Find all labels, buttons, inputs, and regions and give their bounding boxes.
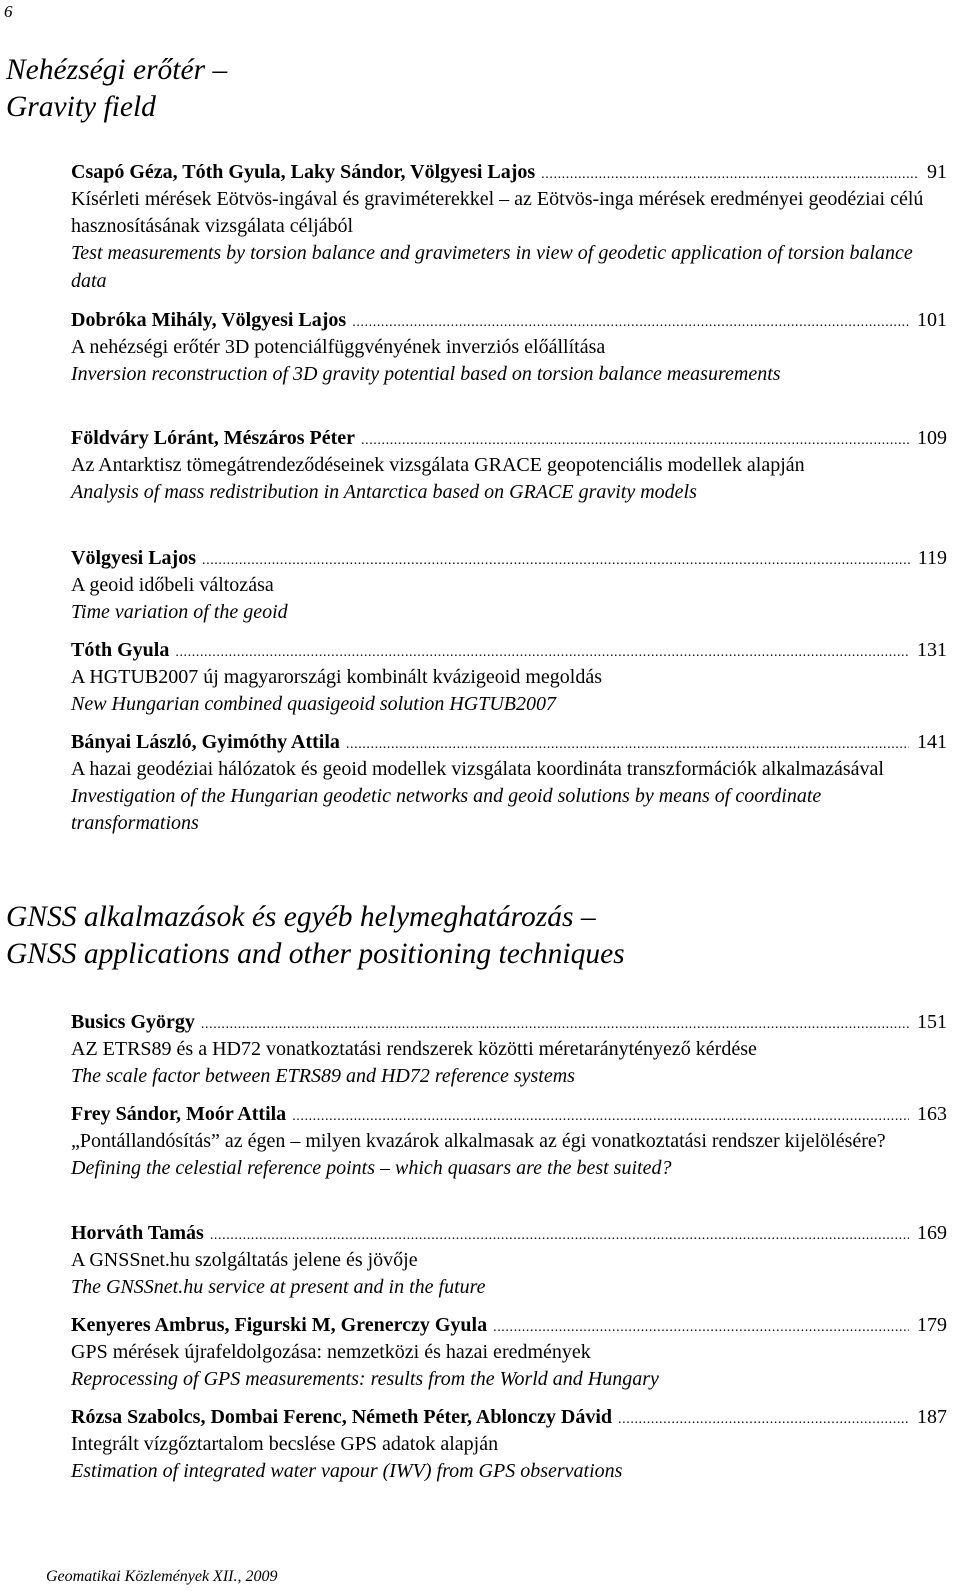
toc-page-number: 131 <box>917 639 947 661</box>
page-number: 6 <box>4 2 13 21</box>
toc-authors: Dobróka Mihály, Völgyesi Lajos <box>71 309 347 331</box>
dot-leader <box>361 427 909 454</box>
toc-entry <box>71 1404 947 1485</box>
dot-leader <box>292 1103 909 1130</box>
toc-hungarian-title: A nehézségi erőtér 3D potenciálfüggvényének inverziós előállítása <box>71 336 606 358</box>
toc-page-number: 101 <box>917 309 947 331</box>
toc-hungarian-title: A GNSSnet.hu szolgáltatás jelene és jövője <box>71 1249 418 1271</box>
toc-hungarian-title: Kísérleti mérések Eötvös-ingával és graviméterekkel – az Eötvös-inga mérések eredményei geodéziai célú hasznosításának vizsgálata céljából <box>71 188 924 238</box>
toc-english-title: Reprocessing of GPS measurements: results from the World and Hungary <box>71 1368 659 1391</box>
section-title-line: Nehézségi erőtér – <box>6 54 228 86</box>
toc-english-title: Inversion reconstruction of 3D gravity potential based on torsion balance measurements <box>71 363 781 386</box>
toc-english-title: New Hungarian combined quasigeoid solution HGTUB2007 <box>71 693 556 716</box>
toc-page-number: 119 <box>917 547 947 569</box>
toc-authors: Frey Sándor, Moór Attila <box>71 1103 287 1125</box>
toc-entry-header <box>71 729 947 756</box>
dot-leader <box>352 309 909 336</box>
toc-authors: Busics György <box>71 1011 195 1033</box>
dot-leader <box>202 547 910 574</box>
section-title <box>6 899 625 973</box>
toc-authors: Rózsa Szabolcs, Dombai Ferenc, Németh Péter, Ablonczy Dávid <box>71 1406 613 1428</box>
toc-hungarian-title: A HGTUB2007 új magyarországi kombinált kvázigeoid megoldás <box>71 666 603 688</box>
toc-english-title: The GNSSnet.hu service at present and in the future <box>71 1276 486 1299</box>
toc-entry-header <box>71 1220 947 1247</box>
toc-entry-header <box>71 1404 947 1431</box>
toc-hungarian-title: AZ ETRS89 és a HD72 vonatkoztatási rendszerek közötti méretaránytényező kérdése <box>71 1038 757 1060</box>
toc-entry <box>71 1220 947 1301</box>
page-footer: Geomatikai Közlemények XII., 2009 <box>46 1568 278 1585</box>
dot-leader <box>346 731 909 758</box>
toc-authors: Földváry Lóránt, Mészáros Péter <box>71 427 355 449</box>
toc-entry-header <box>71 545 947 572</box>
section-title <box>6 52 227 126</box>
toc-entry-header <box>71 307 947 334</box>
toc-english-title: The scale factor between ETRS89 and HD72 reference systems <box>71 1065 575 1088</box>
dot-leader <box>618 1406 909 1433</box>
toc-entry <box>71 729 947 838</box>
toc-entry <box>71 1101 947 1182</box>
toc-page-number: 109 <box>917 427 947 449</box>
dot-leader <box>541 161 919 188</box>
toc-page-number: 179 <box>917 1314 947 1336</box>
toc-entry <box>71 425 947 506</box>
toc-english-title: Defining the celestial reference points – which quasars are the best suited? <box>71 1157 672 1180</box>
toc-hungarian-title: Az Antarktisz tömegátrendeződéseinek vizsgálata GRACE geopotenciális modellek alapján <box>71 454 805 476</box>
toc-entry-header <box>71 637 947 664</box>
toc-page-number: 151 <box>917 1011 947 1033</box>
toc-page-number: 169 <box>917 1222 947 1244</box>
toc-entry <box>71 637 947 718</box>
toc-page-number: 141 <box>917 731 947 753</box>
toc-authors: Tóth Gyula <box>71 639 170 661</box>
dot-leader <box>175 639 909 666</box>
toc-entry <box>71 1009 947 1090</box>
toc-hungarian-title: „Pontállandósítás” az égen – milyen kvazárok alkalmasak az égi vonatkoztatási rendszer kijelölésére? <box>71 1130 886 1152</box>
dot-leader <box>493 1314 909 1341</box>
toc-authors: Horváth Tamás <box>71 1222 204 1244</box>
dot-leader <box>210 1222 909 1249</box>
toc-english-title: Estimation of integrated water vapour (IWV) from GPS observations <box>71 1460 623 1483</box>
toc-entry-header <box>71 1312 947 1339</box>
toc-entry <box>71 307 947 388</box>
toc-entry-header <box>71 1009 947 1036</box>
toc-english-title: Test measurements by torsion balance and gravimeters in view of geodetic application of torsion balance data <box>71 242 913 292</box>
toc-entry-header <box>71 159 947 186</box>
toc-hungarian-title: A geoid időbeli változása <box>71 574 274 596</box>
toc-authors: Völgyesi Lajos <box>71 547 196 569</box>
toc-hungarian-title: GPS mérések újrafeldolgozása: nemzetközi és hazai eredmények <box>71 1341 591 1363</box>
section-title-line: Gravity field <box>6 91 156 123</box>
toc-authors: Bányai László, Gyimóthy Attila <box>71 731 340 753</box>
toc-hungarian-title: A hazai geodéziai hálózatok és geoid modellek vizsgálata koordináta transzformációk alkalmazásával <box>71 758 884 780</box>
section-title-line: GNSS alkalmazások és egyéb helymeghatározás – <box>6 901 596 933</box>
toc-page-number: 163 <box>917 1103 947 1125</box>
toc-english-title: Analysis of mass redistribution in Antarctica based on GRACE gravity models <box>71 481 697 504</box>
toc-authors: Csapó Géza, Tóth Gyula, Laky Sándor, Völgyesi Lajos <box>71 161 536 183</box>
toc-english-title: Investigation of the Hungarian geodetic networks and geoid solutions by means of coordinate transformations <box>71 785 822 835</box>
toc-entry-header <box>71 425 947 452</box>
toc-hungarian-title: Integrált vízgőztartalom becslése GPS adatok alapján <box>71 1433 499 1455</box>
toc-page-number: 187 <box>917 1406 947 1428</box>
toc-page-number: 91 <box>927 161 947 183</box>
toc-entry-header <box>71 1101 947 1128</box>
toc-entry <box>71 1312 947 1393</box>
toc-authors: Kenyeres Ambrus, Figurski M, Grenerczy Gyula <box>71 1314 488 1336</box>
section-title-line: GNSS applications and other positioning techniques <box>6 938 625 970</box>
toc-entry <box>71 159 947 295</box>
toc-english-title: Time variation of the geoid <box>71 601 288 624</box>
dot-leader <box>201 1011 909 1038</box>
toc-entry <box>71 545 947 626</box>
